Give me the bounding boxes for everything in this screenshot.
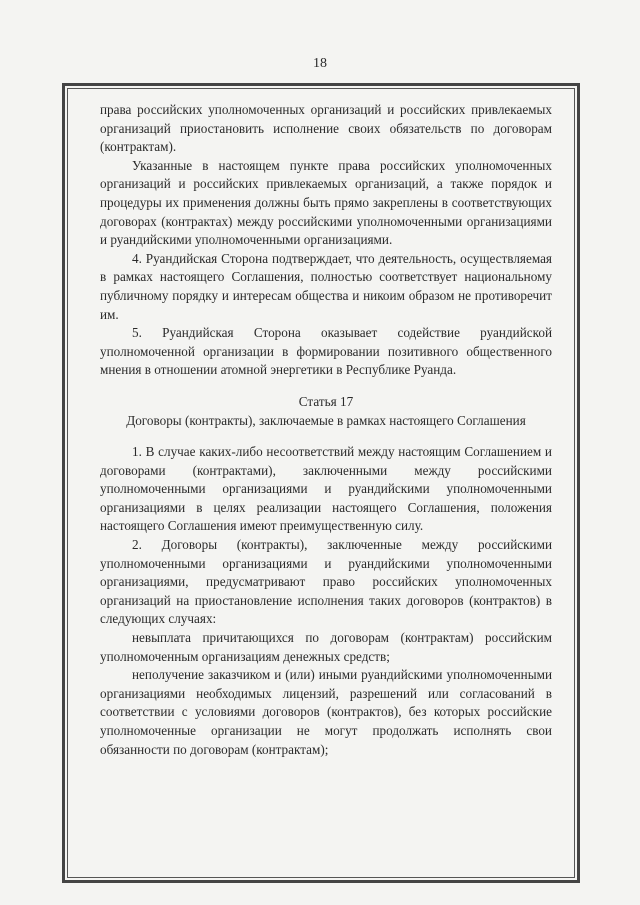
- paragraph: права российских уполномоченных организаций и российских привлекаемых организаций приостановить исполнение своих обязательств по договорам (контрактам).: [100, 102, 552, 155]
- paragraph: неполучение заказчиком и (или) иными руандийскими уполномоченными организациями необходимых лицензий, разрешений или согласований в соответствии с условиями договоров (контрактов), без которых российские уполномоченные организации не могут продолжать исполнять свои обязанности по договорам (контрактам);: [100, 667, 552, 757]
- article-number: Статья 17: [298, 393, 354, 409]
- paragraph-item-4: 4. Руандийская Сторона подтверждает, что деятельность, осуществляемая в рамках настоящего Соглашения, полностью соответствует национальному публичному порядку и интересам общества и никоим образом не противоречит им.: [100, 250, 552, 322]
- paragraph: Указанные в настоящем пункте права российских уполномоченных организаций и российских привлекаемых организаций, а также порядок и процедуры их применения должны быть прямо закреплены в соответствующих договорах (контрактах) между российскими уполномоченными организациями и руандийскими уполномоченными организациями.: [100, 157, 552, 248]
- page-number: 18: [313, 56, 327, 71]
- paragraph-item-1: 1. В случае каких-либо несоответствий между настоящим Соглашением и договорами (контрактами), заключенными между российскими уполномоченными организациями и руандийскими уполномоченными организациями в целях реализации настоящего Соглашения, положения настоящего Соглашения имеют преимущественную силу.: [100, 444, 552, 534]
- paragraph: невыплата причитающихся по договорам (контрактам) российским уполномоченным организациям денежных средств;: [100, 630, 552, 664]
- article-title: Договоры (контракты), заключаемые в рамках настоящего Соглашения: [126, 412, 526, 428]
- document-body: [100, 101, 552, 759]
- paragraph-item-2: 2. Договоры (контракты), заключенные между российскими уполномоченными организациями и руандийскими уполномоченными организациями, предусматривают право российских уполномоченных организаций на приостановление исполнения таких договоров (контрактов) в следующих случаях:: [100, 537, 552, 627]
- paragraph-item-5: 5. Руандийская Сторона оказывает содействие руандийской уполномоченной организации в формировании позитивного общественного мнения в отношении атомной энергетики в Республике Руанда.: [100, 325, 552, 378]
